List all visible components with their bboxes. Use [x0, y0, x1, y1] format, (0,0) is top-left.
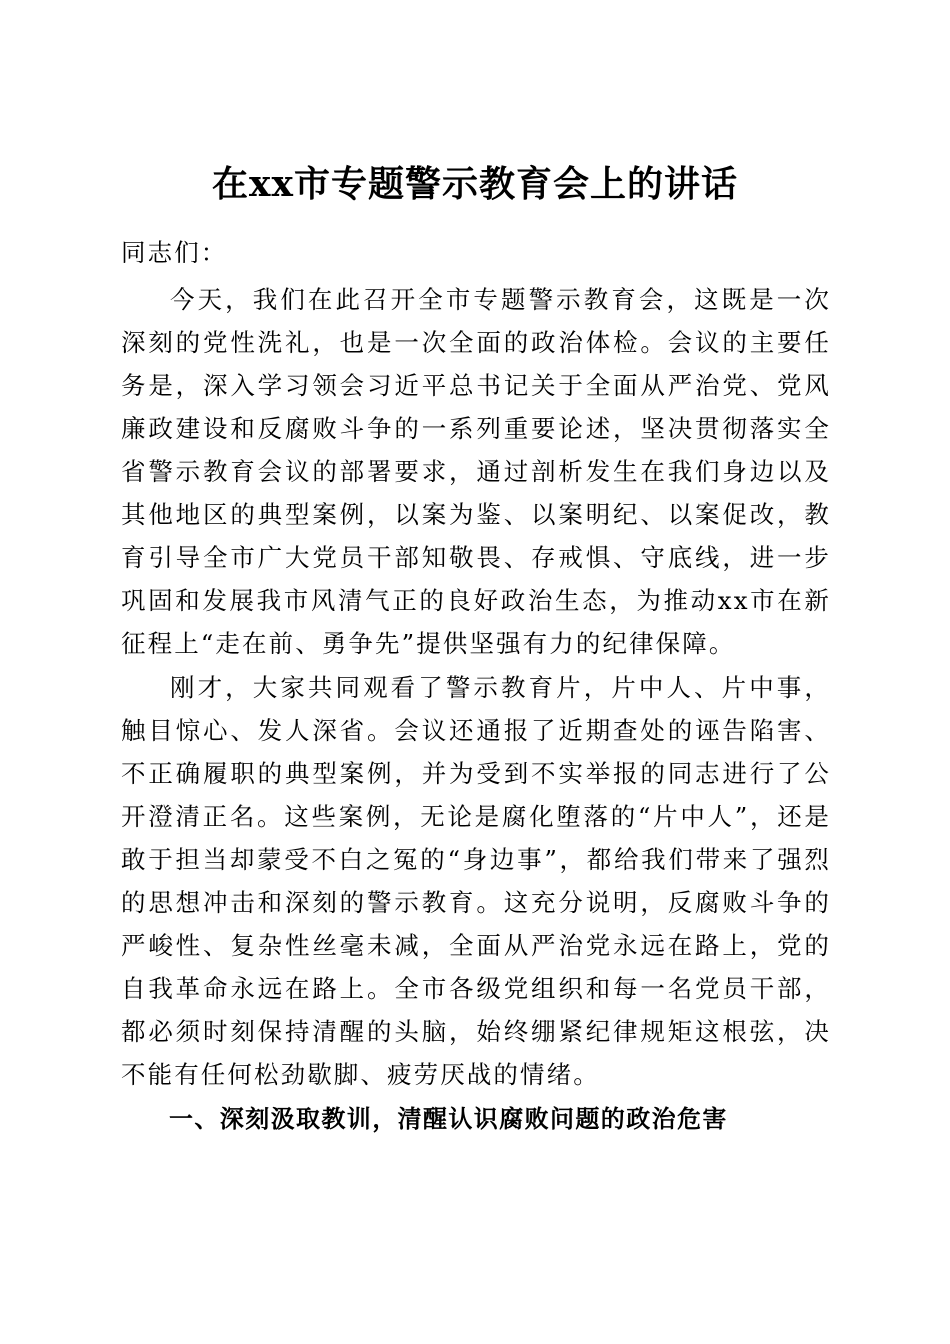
paragraph-warning-film: 刚才，大家共同观看了警示教育片，片中人、片中事，触目惊心、发人深省。会议还通报了近期查处的诬告陷害、不正确履职的典型案例，并为受到不实举报的同志进行了公开澄清正名。这些案例，无论是腐化堕落的“片中人”，还是敢于担当却蒙受不白之冤的“身边事”，都给我们带来了强烈的思想冲击和深刻的警示教育。这充分说明，反腐败斗争的严峻性、复杂性丝毫未减，全面从严治党永远在路上，党的自我革命永远在路上。全市各级党组织和每一名党员干部，都必须时刻保持清醒的头脑，始终绷紧纪律规矩这根弦，决不能有任何松劲歇脚、疲劳厌战的情绪。 — [121, 673, 831, 1089]
document-body — [121, 231, 831, 1141]
paragraph-opening: 今天，我们在此召开全市专题警示教育会，这既是一次深刻的党性洗礼，也是一次全面的政治体检。会议的主要任务是，深入学习领会习近平总书记关于全面从严治党、党风廉政建设和反腐败斗争的一系列重要论述，坚决贯彻落实全省警示教育会议的部署要求，通过剖析发生在我们身边以及其他地区的典型案例，以案为鉴、以案明纪、以案促改，教育引导全市广大党员干部知敬畏、存戒惧、守底线，进一步巩固和发展我市风清气正的良好政治生态，为推动xx市在新征程上“走在前、勇争先”提供坚强有力的纪律保障。 — [121, 285, 831, 658]
document-title: 在xx市专题警示教育会上的讲话 — [212, 163, 738, 206]
salutation: 同志们： — [121, 238, 228, 267]
section-heading: 一、深刻汲取教训，清醒认识腐败问题的政治危害 — [169, 1105, 728, 1133]
